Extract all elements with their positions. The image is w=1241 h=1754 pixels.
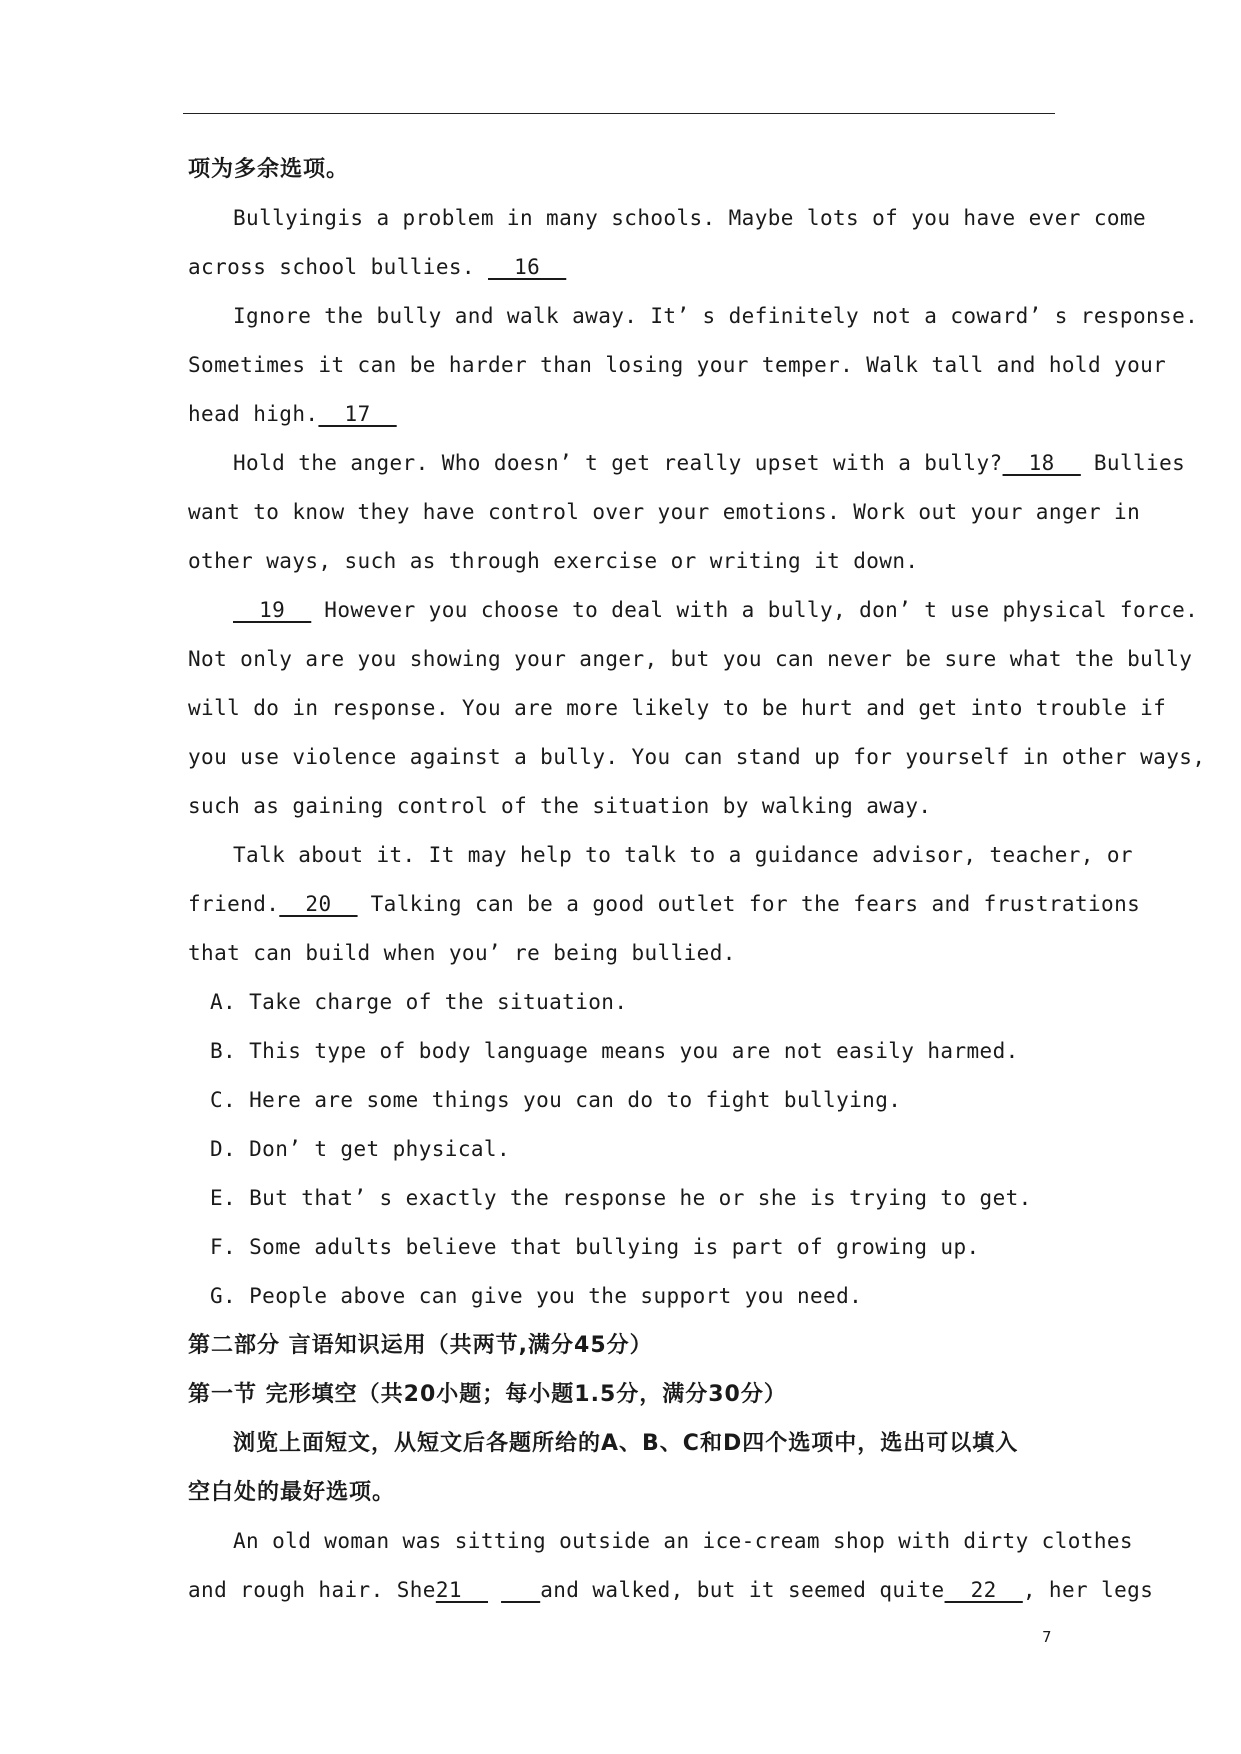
section1-title: 第一节 完形填空（共20小题；每小题1.5分，满分30分） — [188, 1382, 787, 1407]
section2-title: 第二部分 言语知识运用（共两节,满分45分） — [188, 1333, 653, 1358]
passage1-line: Hold the anger. Who doesn’ t get really upset with a bully? 18 Bullies — [188, 439, 1058, 488]
option-b: B. This type of body language means you are not easily harmed. — [210, 1039, 1019, 1063]
blank-19: 19 — [233, 598, 312, 622]
passage1-line: will do in response. You are more likely to be hurt and get into trouble if — [188, 696, 1167, 720]
passage1-line: such as gaining control of the situation by walking away. — [188, 794, 932, 818]
passage1-line: Bullyingis a problem in many schools. Maybe lots of you have ever come — [233, 206, 1147, 230]
blank-18: 18 — [1002, 451, 1081, 475]
passage2-line: An old woman was sitting outside an ice-cream shop with dirty clothes — [233, 1529, 1133, 1553]
passage1-line: other ways, such as through exercise or writing it down. — [188, 549, 919, 573]
document-body — [188, 145, 1206, 1615]
blank-22: 22 — [944, 1578, 1023, 1602]
option-e: E. But that’ s exactly the response he or she is trying to get. — [210, 1186, 1032, 1210]
instruction-line: 浏览上面短文，从短文后各题所给的A、B、C和D四个选项中，选出可以填入 — [233, 1431, 1019, 1456]
instruction-line: 空白处的最好选项。 — [188, 1480, 396, 1505]
header-rule — [183, 113, 1055, 114]
passage1-line: Not only are you showing your anger, but you can never be sure what the bully — [188, 647, 1193, 671]
blank-16: 16 — [488, 255, 567, 279]
passage1-line: 19 However you choose to deal with a bully, don’ t use physical force. — [188, 586, 1058, 635]
passage1-line: that can build when you’ re being bullied. — [188, 941, 736, 965]
passage2-line: and rough hair. She21 and walked, but it seemed quite 22 , her legs — [188, 1566, 1058, 1615]
blank-20: 20 — [279, 892, 358, 916]
page-number: 7 — [1042, 1628, 1052, 1646]
blank-21-tail — [501, 1566, 540, 1615]
passage1-line: friend. 20 Talking can be a good outlet for the fears and frustrations — [188, 880, 1058, 929]
passage1-line: across school bullies. 16 — [188, 243, 1058, 292]
option-a: A. Take charge of the situation. — [210, 990, 628, 1014]
option-g: G. People above can give you the support you need. — [210, 1284, 863, 1308]
option-f: F. Some adults believe that bullying is part of growing up. — [210, 1235, 980, 1259]
passage1-line: you use violence against a bully. You can stand up for yourself in other ways, — [188, 745, 1206, 769]
blank-21: 21 — [435, 1578, 489, 1602]
option-c: C. Here are some things you can do to fight bullying. — [210, 1088, 902, 1112]
blank-17: 17 — [318, 402, 397, 426]
intro-tail: 项为多余选项。 — [188, 157, 350, 182]
passage1-line: head high. 17 — [188, 390, 1058, 439]
option-d: D. Don’ t get physical. — [210, 1137, 510, 1161]
passage1-line: Ignore the bully and walk away. It’ s definitely not a coward’ s response. — [233, 304, 1199, 328]
passage1-line: want to know they have control over your emotions. Work out your anger in — [188, 500, 1141, 524]
passage1-line: Talk about it. It may help to talk to a guidance advisor, teacher, or — [233, 843, 1133, 867]
passage1-line: Sometimes it can be harder than losing your temper. Walk tall and hold your — [188, 353, 1167, 377]
